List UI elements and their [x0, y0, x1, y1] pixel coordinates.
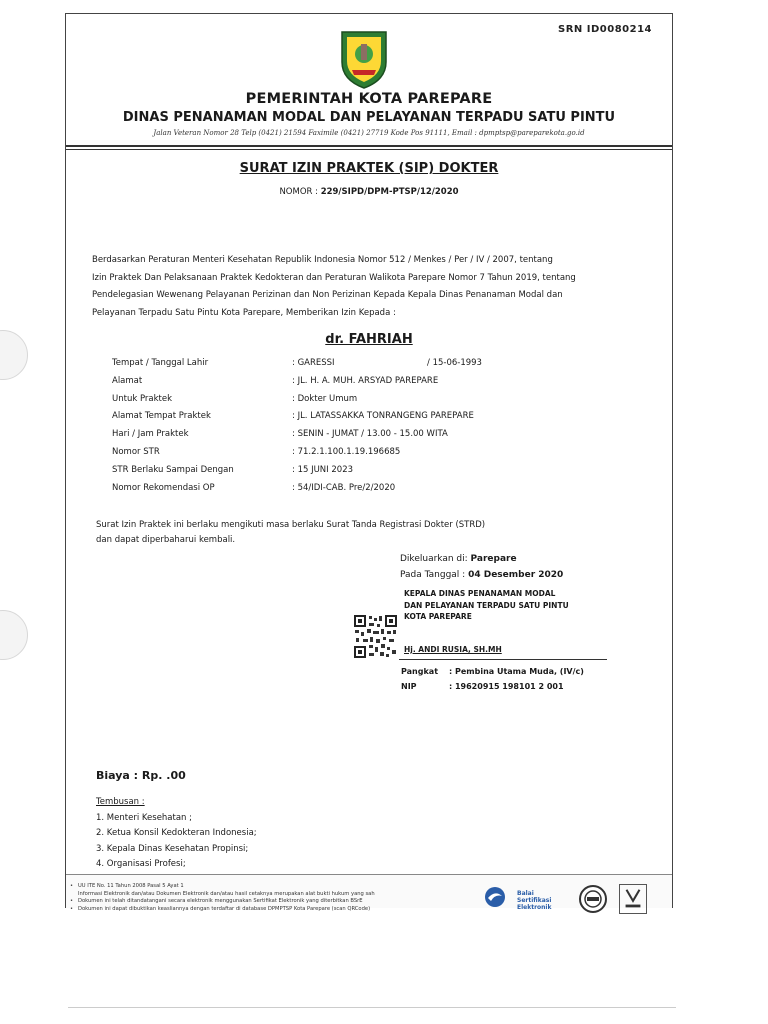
detail-value: : 15 JUNI 2023: [292, 464, 354, 475]
punch-hole-top: [0, 330, 28, 380]
detail-label: STR Berlaku Sampai Dengan: [112, 464, 234, 475]
legal-footer: [66, 874, 672, 912]
qr-code-icon[interactable]: [353, 614, 398, 659]
detail-label: Nomor Rekomendasi OP: [112, 482, 215, 493]
intro-line: Berdasarkan Peraturan Menteri Kesehatan Republik Indonesia Nomor 512 / Menkes / Per / IV / 2007, tentang: [92, 255, 553, 265]
detail-row: [112, 394, 632, 412]
detail-row: [112, 447, 632, 465]
document-number-label: NOMOR :: [279, 187, 318, 197]
validity-statement: [96, 518, 616, 548]
issued-place: [400, 551, 563, 567]
document-number: [66, 187, 672, 197]
government-name: PEMERINTAH KOTA PAREPARE: [245, 91, 493, 107]
signer-name: Hj. ANDI RUSIA, SH.MH: [404, 645, 502, 654]
fee-value: Rp. .00: [141, 769, 186, 782]
detail-label: Alamat Tempat Praktek: [112, 411, 211, 422]
detail-value: : 71.2.1.100.1.19.196685: [292, 446, 401, 457]
detail-label: Alamat: [112, 375, 143, 386]
city-emblem-icon: [338, 28, 390, 90]
detail-label: Nomor STR: [112, 446, 160, 457]
kan-accreditation-icon: [619, 884, 647, 914]
issued-place-value: Parepare: [470, 554, 517, 564]
signer-nip: [401, 679, 584, 694]
legal-note: • Dokumen ini dapat dibuktikan keasliannya dengan terdaftar di database DPMPTSP Kota Parepare (scan QRCode): [70, 905, 371, 912]
scan-bottom-edge: [68, 1007, 676, 1008]
detail-label: Tempat / Tanggal Lahir: [112, 358, 209, 368]
intro-line: Pendelegasian Wewenang Pelayanan Perizinan dan Non Perizinan Kepada Kepala Dinas Penanaman Modal dan: [92, 290, 563, 300]
issued-date-value: 04 Desember 2020: [468, 570, 564, 580]
rank-value: : Pembina Utama Muda, (IV/c): [449, 667, 584, 676]
detail-value: : JL. LATASSAKKA TONRANGENG PAREPARE: [292, 411, 474, 422]
detail-label: Hari / Jam Praktek: [112, 429, 189, 440]
signature-line: [399, 659, 607, 660]
nip-value: : 19620915 198101 2 001: [449, 682, 564, 691]
copy-recipients: [96, 795, 257, 873]
signer-rank-block: [401, 664, 584, 694]
details-list: [112, 358, 632, 500]
issued-date: [400, 567, 563, 583]
detail-row: [112, 429, 632, 447]
detail-value: : SENIN - JUMAT / 13.00 - 15.00 WITA: [292, 429, 448, 440]
detail-value: : Dokter Umum: [292, 393, 358, 404]
recipient-name: dr. FAHRIAH: [325, 332, 413, 347]
footer-divider: [66, 874, 672, 875]
fee-label: Biaya :: [96, 769, 139, 782]
department-name: DINAS PENANAMAN MODAL DAN PELAYANAN TERPADU SATU PINTU: [122, 110, 616, 125]
nip-label: NIP: [401, 682, 417, 691]
detail-row: [112, 376, 632, 394]
issuance-block: [400, 551, 563, 583]
punch-hole-bottom: [0, 610, 28, 660]
issuing-office: [404, 588, 569, 623]
copy-recipient-item: 4. Organisasi Profesi;: [96, 859, 186, 869]
detail-row: [112, 465, 632, 483]
intro-paragraph: [92, 252, 642, 322]
rank-label: Pangkat: [401, 667, 439, 676]
legal-note: Informasi Elektronik dan/atau Dokumen Elektronik dan/atau hasil cetaknya merupakan alat bukti hukum yang sah: [78, 890, 375, 897]
office-line: KEPALA DINAS PENANAMAN MODAL: [404, 589, 556, 598]
statement-line: dan dapat diperbaharui kembali.: [96, 535, 236, 545]
issued-date-label: Pada Tanggal :: [400, 570, 466, 580]
fee: [96, 769, 186, 782]
header-divider-thin: [66, 149, 672, 150]
legal-notes: [70, 883, 375, 913]
legal-note: • UU ITE No. 11 Tahun 2008 Pasal 5 Ayat 1: [70, 883, 184, 889]
intro-line: Izin Praktek Dan Pelaksanaan Praktek Kedokteran dan Peraturan Walikota Parepare Nomor 7 Tahun 2019, tentang: [92, 272, 576, 283]
office-line: DAN PELAYANAN TERPADU SATU PINTU: [404, 600, 569, 610]
certification-seal-icon: [576, 884, 610, 914]
header-divider-thick: [66, 145, 672, 147]
detail-row: [112, 358, 632, 376]
copy-recipient-item: 1. Menteri Kesehatan ;: [96, 812, 193, 823]
document-title: SURAT IZIN PRAKTEK (SIP) DOKTER: [239, 161, 499, 176]
copy-recipients-heading: Tembusan :: [96, 797, 145, 807]
legal-note: • Dokumen ini telah ditandatangani secara elektronik menggunakan Sertifikat Elektronik yang diterbitkan BSrE: [70, 898, 363, 904]
detail-value: : 54/IDI-CAB. Pre/2/2020: [292, 482, 396, 493]
office-address: Jalan Veteran Nomor 28 Telp (0421) 21594 Faximile (0421) 27719 Kode Pos 91111, Email : dpmptsp@pareparekota.go.id: [153, 129, 585, 137]
issued-place-label: Dikeluarkan di:: [400, 554, 468, 564]
copy-recipient-item: 2. Ketua Konsil Kedokteran Indonesia;: [96, 828, 257, 838]
detail-row: [112, 411, 632, 429]
document-number-value: 229/SIPD/DPM-PTSP/12/2020: [320, 187, 459, 197]
detail-value: : JL. H. A. MUH. ARSYAD PAREPARE: [292, 375, 439, 386]
detail-value: : GARESSI: [292, 358, 335, 368]
detail-row: [112, 483, 632, 501]
office-line: KOTA PAREPARE: [404, 612, 472, 621]
intro-line: Pelayanan Terpadu Satu Pintu Kota Parepare, Memberikan Izin Kepada :: [92, 307, 396, 318]
certificate-page: [65, 13, 673, 912]
signer-rank: [401, 664, 584, 679]
detail-label: Untuk Praktek: [112, 393, 173, 404]
srn-number: SRN ID0080214: [558, 24, 652, 35]
bsre-logo-text: Balai Sertifikasi Elektronik: [517, 890, 552, 911]
copy-recipient-item: 3. Kepala Dinas Kesehatan Propinsi;: [96, 843, 249, 854]
statement-line: Surat Izin Praktek ini berlaku mengikuti masa berlaku Surat Tanda Registrasi Dokter (STRD): [96, 520, 486, 530]
detail-birthdate: / 15-06-1993: [427, 358, 482, 368]
